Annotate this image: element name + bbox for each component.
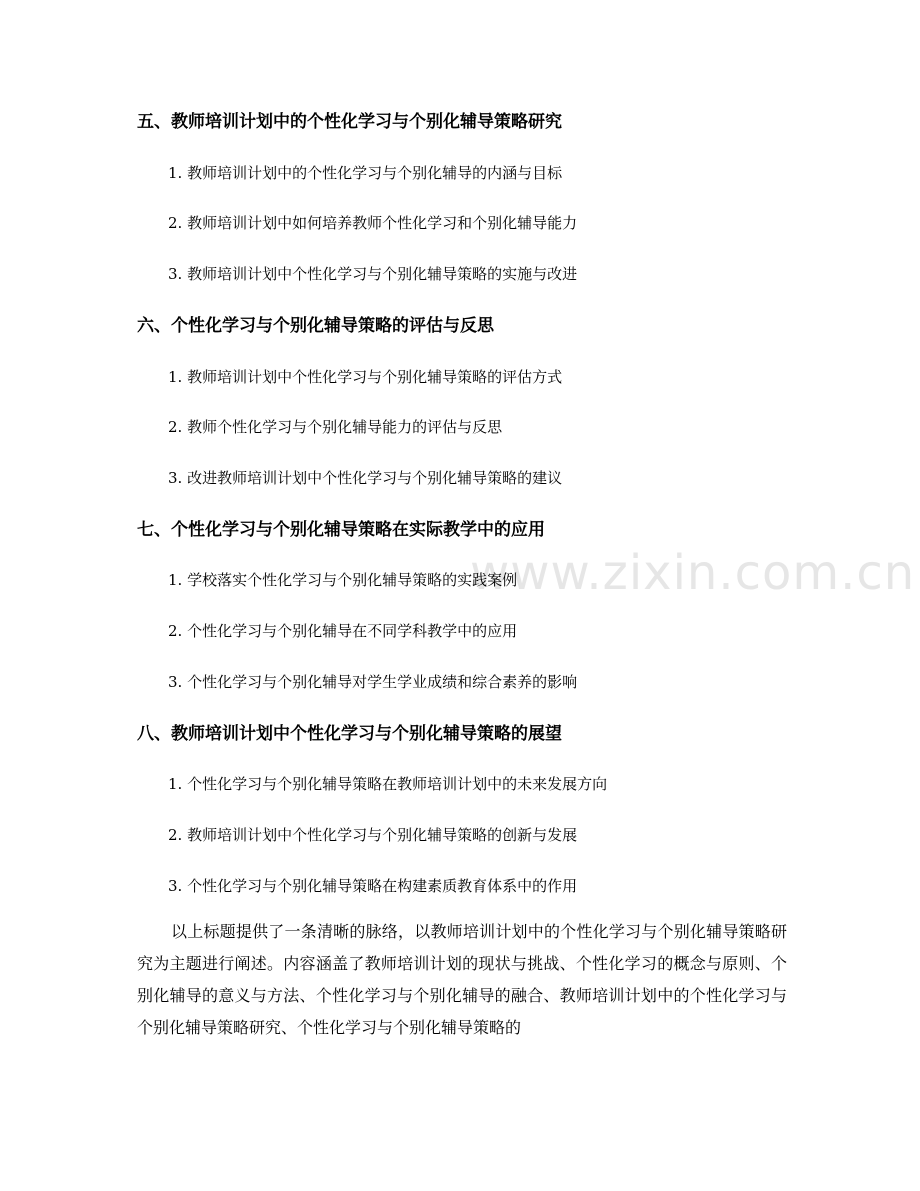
section-6-item-3: 3. 改进教师培训计划中个性化学习与个别化辅导策略的建议 [168,469,563,487]
section-7-item-1: 1. 学校落实个性化学习与个别化辅导策略的实践案例 [168,571,518,589]
section-heading-6: 六、个性化学习与个别化辅导策略的评估与反思 [137,316,494,336]
section-5-item-2: 2. 教师培训计划中如何培养教师个性化学习和个别化辅导能力 [168,214,578,232]
section-6-item-2: 2. 教师个性化学习与个别化辅导能力的评估与反思 [168,418,503,436]
section-5-item-3: 3. 教师培训计划中个性化学习与个别化辅导策略的实施与改进 [168,265,578,283]
section-6-item-1: 1. 教师培训计划中个性化学习与个别化辅导策略的评估方式 [168,368,563,386]
section-8-item-1: 1. 个性化学习与个别化辅导策略在教师培训计划中的未来发展方向 [168,775,608,793]
section-7-item-3: 3. 个性化学习与个别化辅导对学生学业成绩和综合素养的影响 [168,673,578,691]
section-8-item-2: 2. 教师培训计划中个性化学习与个别化辅导策略的创新与发展 [168,826,578,844]
summary-paragraph: 以上标题提供了一条清晰的脉络，以教师培训计划中的个性化学习与个别化辅导策略研究为主题进行阐述。内容涵盖了教师培训计划的现状与挑战、个性化学习的概念与原则、个别化辅导的意义与方法、个性化学习与个别化辅导的融合、教师培训计划中的个性化学习与个别化辅导策略研究、个性化学习与个别化辅导策略的 [137,922,787,1037]
section-heading-5: 五、教师培训计划中的个性化学习与个别化辅导策略研究 [137,112,562,132]
section-8-item-3: 3. 个性化学习与个别化辅导策略在构建素质教育体系中的作用 [168,877,578,895]
section-heading-8: 八、教师培训计划中个性化学习与个别化辅导策略的展望 [137,724,562,744]
section-heading-7: 七、个性化学习与个别化辅导策略在实际教学中的应用 [137,520,545,540]
watermark: www.zixin.com.cn [470,545,916,601]
section-7-item-2: 2. 个性化学习与个别化辅导在不同学科教学中的应用 [168,622,518,640]
section-5-item-1: 1. 教师培训计划中的个性化学习与个别化辅导的内涵与目标 [168,164,563,182]
